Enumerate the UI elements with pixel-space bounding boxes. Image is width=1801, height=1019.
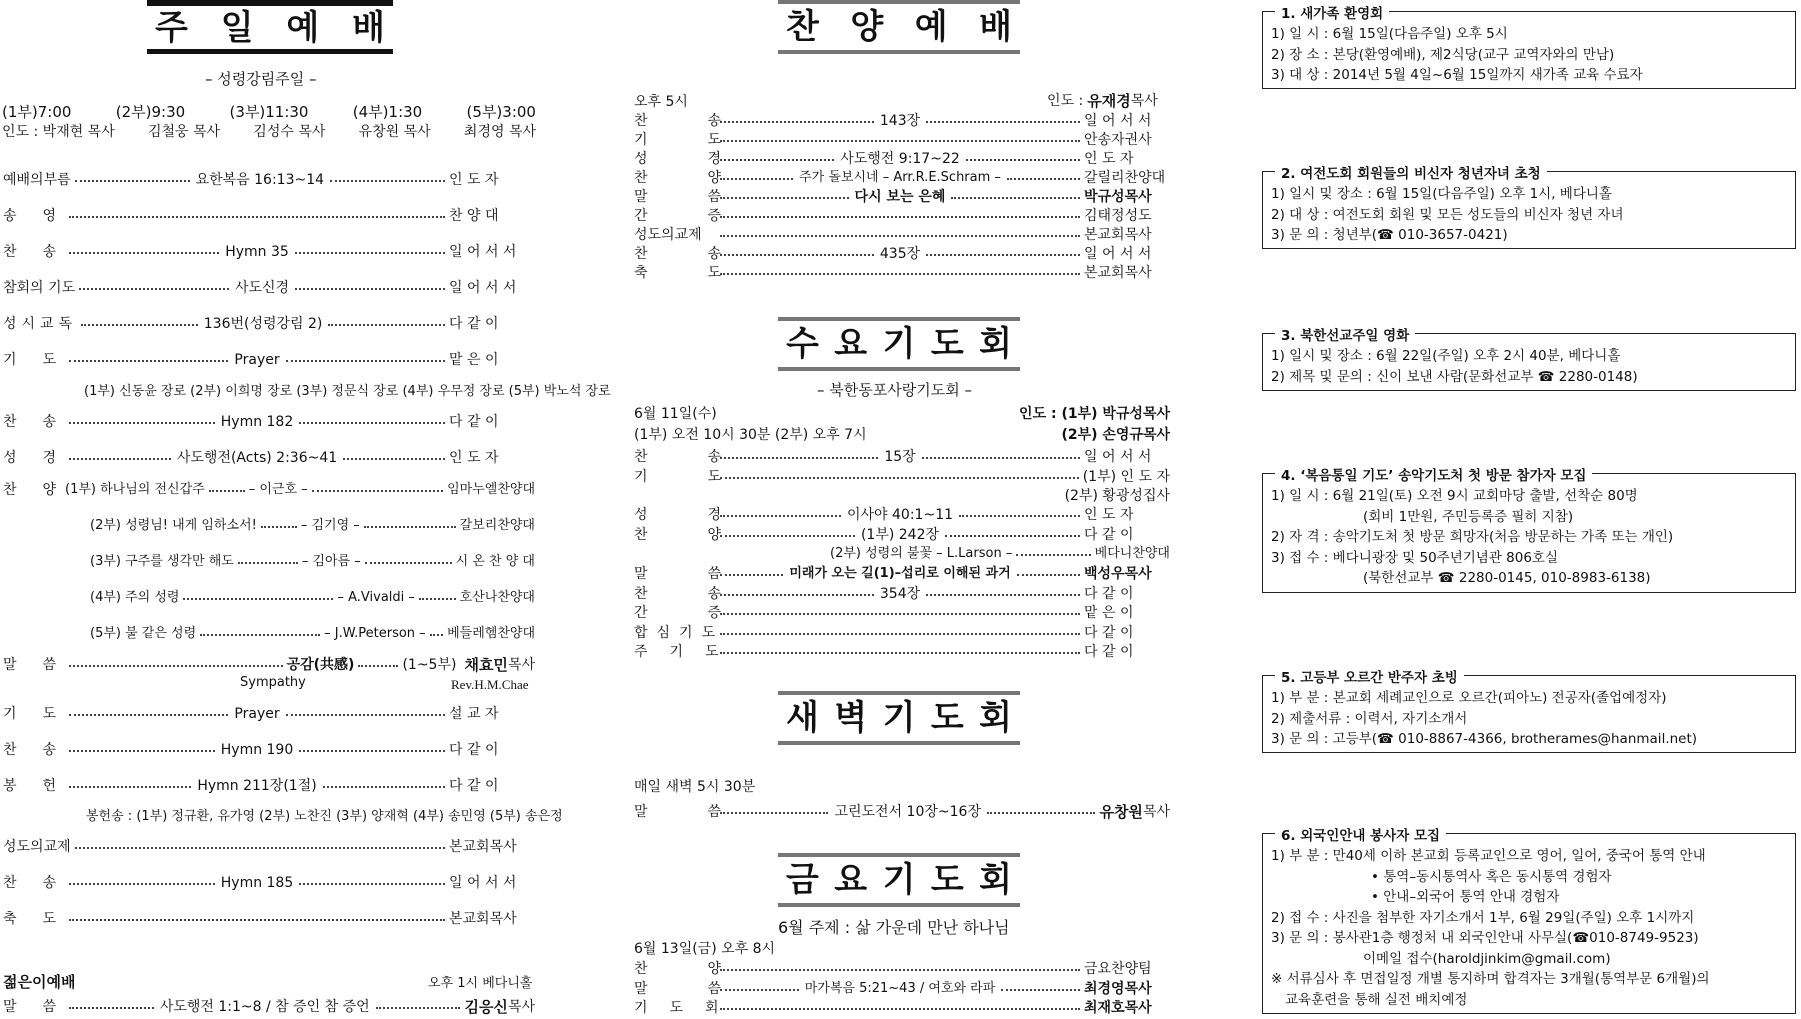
notice-title: 2. 여전도회 회원들의 비신자 청년자녀 초청 [1275, 162, 1547, 182]
praise-song: (1부) 하나님의 전신갑주 [65, 482, 205, 497]
title-char: 배 [979, 7, 1012, 47]
notice-line: ※ 서류심사 후 면접일정 개별 통지하며 합격자는 3개월(통역부문 6개월)의 [1271, 971, 1710, 987]
title-char: 기 [882, 324, 916, 364]
order-person: 박규성목사 [1084, 189, 1152, 205]
sermon-title-en: Sympathy [240, 675, 306, 690]
order-label: 합심기도 [634, 625, 725, 641]
order-label: 기도 [634, 469, 782, 485]
order-label: 축도 [3, 911, 83, 927]
order-label: 기도 [634, 132, 782, 148]
wednesday-leader-1: 인도 : (1부) 박규성목사 [1019, 406, 1170, 422]
order-row [3, 838, 535, 856]
order-content: Hymn 182 [220, 414, 294, 430]
order-label: 성시교독 [3, 316, 78, 332]
order-row [634, 565, 1170, 583]
title-char: 벽 [834, 698, 868, 738]
order-person: 맡 은 이 [449, 352, 499, 368]
order-row [634, 150, 1170, 168]
order-person: 일 어 서 서 [449, 244, 517, 260]
wednesday-leader-2: (2부) 손영규목사 [1061, 427, 1170, 443]
order-content: 마가복음 5:21~43 / 여호와 라파 [804, 981, 996, 996]
offering-singers: 봉헌송 : (1부) 정규환, 유가영 (2부) 노찬진 (3부) 양재혁 (4부) 송민영 (5부) 송은정 [86, 809, 563, 824]
order-person: 김태정성도 [1084, 208, 1152, 224]
notice-line: 2) 제목 및 문의 : 신이 보낸 사람(문화선교부 ☎ 2280-0148) [1271, 368, 1638, 385]
service-leader: 인도 : 박재현 목사 [2, 124, 115, 140]
order-row [634, 169, 1170, 187]
order-person: 인 도 자 [449, 172, 499, 188]
dawn-sermon-row [634, 803, 1170, 821]
order-row [3, 741, 535, 759]
praise-service-leader [1047, 92, 1158, 110]
praise-row [90, 589, 535, 607]
service-leader: 최경영 목사 [463, 124, 536, 140]
order-label: 찬양 [3, 482, 83, 498]
order-person: 본교회목사 [1084, 265, 1152, 281]
leader-suffix: 목사 [1130, 93, 1158, 109]
order-label: 기도 [3, 352, 83, 368]
sermon-title: 공감(共感) [286, 657, 355, 673]
order-row [634, 604, 1170, 622]
order-person: 다 같 이 [1084, 644, 1134, 660]
order-label: 성경 [3, 450, 83, 466]
order-person: 인 도 자 [1084, 507, 1134, 523]
title-char: 금 [786, 860, 819, 900]
order-label: 성도의교제 [3, 839, 71, 855]
order-row [634, 264, 1170, 282]
notice-line: • 통역–동시통역사 혹은 동시통역 경험자 [1371, 868, 1612, 885]
order-person: 다 같 이 [449, 778, 499, 794]
leader-label: 인도 : [1047, 93, 1084, 109]
order-label: 말씀 [3, 657, 83, 673]
order-content: 사도행전 1:1~8 / 참 증인 참 증언 [159, 999, 370, 1015]
title-char: 찬 [786, 7, 819, 47]
praise-choir: 호산나찬양대 [459, 590, 535, 605]
title-char: 예 [286, 7, 320, 48]
friday-date: 6월 13일(금) 오후 8시 [634, 941, 776, 957]
service-leader: 김성수 목사 [253, 124, 326, 140]
sermon-row [3, 656, 535, 674]
service-time: (2부)9:30 [115, 103, 186, 121]
order-label: 찬양 [634, 170, 782, 186]
order-label: 축도 [634, 265, 782, 281]
order-content: (1부) 242장 [860, 527, 940, 543]
notice-title: 4. ‘복음통일 기도’ 송악기도처 첫 방문 참가자 모집 [1275, 464, 1592, 484]
notice-line: 3) 문 의 : 봉사관1층 행정처 내 외국인안내 사무실(☎010-8749-9523) [1271, 930, 1699, 946]
dawn-preacher-suffix: 목사 [1142, 804, 1170, 820]
title-char: 요 [834, 324, 868, 364]
order-row [3, 777, 535, 795]
order-label: 성경 [634, 151, 782, 167]
notice-line: 이메일 접수(haroldjinkim@gmail.com) [1363, 950, 1611, 967]
notice-box [1262, 328, 1796, 391]
order-label: 성경 [634, 507, 782, 523]
service-leader: 유창원 목사 [358, 124, 431, 140]
friday-banner [778, 853, 1020, 907]
order-row [3, 207, 535, 225]
service-times [2, 101, 536, 122]
notice-box [1262, 468, 1796, 593]
order-row [634, 960, 1170, 978]
praise-song: (5부) 불 같은 성령 [90, 626, 197, 641]
order-label: 봉헌 [3, 778, 83, 794]
praise-song: (2부) 성령의 불꽃 – L.Larson – [830, 546, 1013, 561]
order-content: 143장 [879, 113, 921, 129]
order-person: 다 같 이 [1084, 527, 1134, 543]
order-label: 성도의교제 [634, 227, 702, 243]
order-person: 본교회목사 [1084, 227, 1152, 243]
wednesday-banner [778, 317, 1020, 371]
order-content: Hymn 35 [225, 244, 289, 260]
title-char: 기 [882, 860, 916, 900]
wednesday-date: 6월 11일(수) [634, 406, 717, 422]
order-row [3, 171, 535, 189]
order-person: 일 어 서 서 [1084, 449, 1152, 465]
dawn-banner [778, 691, 1020, 745]
order-person: 최경영목사 [1084, 981, 1152, 997]
service-time: (5부)3:00 [466, 103, 536, 121]
order-row [3, 413, 535, 431]
order-person: 다 같 이 [449, 742, 499, 758]
friday-theme: 6월 주제 : 삶 가운데 만난 하나님 [778, 918, 1010, 937]
notice-line: 3) 접 수 : 베다니광장 및 50주년기념관 806호실 [1271, 549, 1559, 566]
order-content: 15장 [884, 449, 916, 465]
praise-song: (3부) 구주를 생각만 해도 [90, 554, 234, 569]
order-content: 주가 돌보시네 – Arr.R.E.Schram – [799, 170, 1001, 185]
service-time: (1부)7:00 [2, 103, 72, 121]
order-content: Prayer [234, 352, 280, 368]
order-person: 다 같 이 [449, 414, 499, 430]
order-person: 찬 양 대 [449, 208, 499, 224]
order-person: 인 도 자 [1084, 151, 1134, 167]
notice-line: 3) 문 의 : 고등부(☎ 010-8867-4366, brotherames@hanmail.net) [1271, 731, 1698, 747]
title-char: 배 [352, 7, 385, 48]
sunday-title-banner [147, 0, 393, 54]
praise-service-time: 오후 5시 [634, 94, 688, 110]
notice-line: 2) 장 소 : 본당(환영예배), 제2식당(교구 교역자와의 만남) [1271, 46, 1615, 63]
order-label: 찬송 [3, 414, 83, 430]
order-content: 다시 보는 은혜 [854, 189, 946, 205]
praise-composer: – J.W.Peterson – [324, 626, 426, 641]
order-person: 다 같 이 [1084, 625, 1134, 641]
order-person: 맡 은 이 [1084, 605, 1134, 621]
wednesday-pray-2: (2부) 황광성집사 [1064, 488, 1170, 504]
praise-row [90, 625, 535, 643]
praise-song: (2부) 성령님! 내게 임하소서! [90, 518, 257, 533]
praise-row [3, 481, 535, 499]
order-row [3, 874, 535, 892]
notice-line: 1) 부 분 : 본교회 세례교인으로 오르간(피아노) 전공자(졸업예정자) [1271, 690, 1667, 706]
order-label: 찬송 [634, 449, 782, 465]
prayer-elders: (1부) 신동윤 장로 (2부) 이희명 장로 (3부) 정문식 장로 (4부) 우무정 장로 (5부) 박노석 장로 [84, 384, 611, 399]
order-row [634, 980, 1170, 998]
order-label: 말씀 [634, 981, 782, 997]
title-char: 양 [850, 7, 884, 47]
youth-preacher: 김응신 [464, 998, 508, 1016]
notice-line: 1) 일시 및 장소 : 6월 22일(주일) 오후 2시 40분, 베다니홀 [1271, 348, 1621, 364]
notice-line: 3) 대 상 : 2014년 5월 4일~6월 15일까지 새가족 교육 수료자 [1271, 67, 1643, 83]
order-row [634, 526, 1170, 544]
order-person: 일 어 서 서 [449, 875, 517, 891]
order-row [3, 910, 535, 928]
sermon-parts: (1~5부) [402, 657, 457, 673]
youth-time-place: 오후 1시 베다니홀 [428, 976, 533, 991]
order-label: 송영 [3, 208, 83, 224]
order-row [634, 585, 1170, 603]
order-person: 백성우목사 [1084, 566, 1152, 582]
notice-box [1262, 828, 1796, 1014]
title-char: 도 [930, 698, 964, 738]
service-leaders [2, 121, 536, 141]
dawn-time: 매일 새벽 5시 30분 [634, 779, 756, 795]
order-content: 미래가 오는 길(1)–섭리로 이해된 과거 [789, 566, 1011, 581]
praise-song: (4부) 주의 성령 [90, 590, 180, 605]
notice-line: 1) 일 시 : 6월 21일(토) 오전 9시 교회마당 출발, 선착순 80명 [1271, 488, 1638, 504]
title-char: 도 [930, 860, 964, 900]
order-label: 찬양 [634, 961, 782, 977]
praise-composer: – 김아름 – [301, 554, 361, 569]
notice-line: 2) 자 격 : 송악기도처 첫 방문 희망자(처음 방문하는 가족 또는 개인) [1271, 529, 1674, 545]
notice-line: 2) 접 수 : 사진을 첨부한 자기소개서 1부, 6월 29일(주일) 오후 1시까지 [1271, 909, 1695, 926]
order-person: 다 같 이 [1084, 586, 1134, 602]
youth-preacher-suffix: 목사 [507, 999, 535, 1015]
title-char: 수 [786, 324, 819, 364]
order-person: 갈릴리찬양대 [1084, 170, 1166, 186]
order-label: 찬송 [3, 742, 83, 758]
sermon-preacher-en: Rev.H.M.Chae [451, 677, 529, 692]
order-label: 말씀 [3, 999, 83, 1015]
order-row [634, 245, 1170, 263]
order-person: 금요찬양팀 [1084, 961, 1152, 977]
notice-line: 3) 문 의 : 청년부(☎ 010-3657-0421) [1271, 227, 1508, 243]
order-row [634, 999, 1170, 1017]
order-person: 본교회목사 [449, 839, 517, 855]
order-person: 일 어 서 서 [449, 280, 517, 296]
order-label: 기도회 [634, 1000, 741, 1016]
order-content: Prayer [234, 706, 280, 722]
notice-title: 3. 북한선교주일 영화 [1275, 324, 1415, 344]
wednesday-subtitle: – 북한동포사랑기도회 – [817, 381, 972, 399]
order-content: 이사야 40:1~11 [847, 507, 954, 523]
title-char: 회 [979, 698, 1012, 738]
order-label: 말씀 [634, 566, 782, 582]
notice-title: 5. 고등부 오르간 반주자 초빙 [1275, 666, 1464, 686]
dawn-preacher: 유창원 [1099, 803, 1143, 821]
order-label: 기도 [3, 706, 83, 722]
order-row [634, 226, 1170, 244]
praise-composer: – 김기영 – [300, 518, 360, 533]
order-content: 사도행전(Acts) 2:36~41 [176, 450, 338, 466]
order-row [634, 131, 1170, 149]
order-person: 일 어 서 서 [1084, 246, 1152, 262]
order-content: 고린도전서 10장~16장 [834, 804, 981, 820]
praise-choir: 시 온 찬 양 대 [455, 554, 535, 569]
notice-line: 2) 대 상 : 여전도회 회원 및 모든 성도들의 비신자 청년 자녀 [1271, 206, 1624, 223]
sermon-preacher-suffix: 목사 [507, 657, 535, 673]
praise-row [90, 553, 535, 571]
notice-box [1262, 670, 1796, 753]
notice-line: 1) 일 시 : 6월 15일(다음주일) 오후 5시 [1271, 26, 1508, 42]
praise-service-banner [778, 0, 1020, 54]
order-content: Hymn 190 [220, 742, 294, 758]
order-person: 설 교 자 [449, 706, 499, 722]
order-label: 찬송 [3, 244, 83, 260]
order-content: 136번(성령강림 2) [203, 316, 323, 332]
praise-row [90, 517, 535, 535]
order-row [3, 705, 535, 723]
order-row [3, 279, 535, 297]
order-label: 주기도 [634, 644, 741, 660]
order-content: 435장 [879, 246, 921, 262]
order-label: 찬송 [3, 875, 83, 891]
notice-line: (회비 1만원, 주민등록증 필히 지참) [1363, 508, 1574, 525]
notice-box [1262, 6, 1796, 89]
order-person: 최재호목사 [1084, 1000, 1152, 1016]
praise-composer: – A.Vivaldi – [337, 590, 415, 605]
order-label: 찬송 [634, 113, 782, 129]
wednesday-times: (1부) 오전 10시 30분 (2부) 오후 7시 [634, 427, 867, 443]
youth-title: 젊은이예배 [3, 973, 76, 991]
order-content: 요한복음 16:13~14 [195, 172, 325, 188]
notice-line: 2) 제출서류 : 이력서, 자기소개서 [1271, 710, 1468, 727]
order-person: 안송자권사 [1084, 132, 1152, 148]
order-row [634, 506, 1170, 524]
order-label: 말씀 [634, 189, 782, 205]
notice-line: • 안내–외국어 통역 안내 경험자 [1371, 889, 1560, 905]
sermon-preacher: 채효민 [464, 656, 508, 674]
order-person: 일 어 서 서 [1084, 113, 1152, 129]
praise-choir: 임마누엘찬양대 [447, 482, 535, 497]
sunday-subtitle: – 성령강림주일 – [205, 70, 317, 88]
title-char: 기 [882, 698, 916, 738]
service-time: (3부)11:30 [229, 103, 309, 121]
service-time: (4부)1:30 [352, 103, 423, 121]
order-label: 말씀 [634, 804, 782, 820]
praise-choir: 베다니찬양대 [1094, 546, 1170, 561]
leader-name: 유재경 [1087, 92, 1131, 110]
praise-composer: – 이근호 – [248, 482, 308, 497]
notice-line: 교육훈련을 통해 실전 배치예정 [1285, 991, 1468, 1008]
order-content: Hymn 211장(1절) [197, 778, 317, 794]
title-char: 일 [220, 7, 254, 48]
order-label: 찬송 [634, 586, 782, 602]
order-label: 찬송 [634, 246, 782, 262]
praise-choir: 갈보리찬양대 [459, 518, 535, 533]
order-label: 예배의부름 [3, 172, 71, 188]
order-row [634, 468, 1170, 486]
order-content: 사도신경 [234, 280, 290, 296]
order-content: 354장 [879, 586, 921, 602]
title-char: 새 [786, 698, 819, 738]
wednesday-praise-2 [830, 545, 1170, 563]
notice-line: 1) 일시 및 장소 : 6월 15일(다음주일) 오후 1시, 베다니홀 [1271, 186, 1612, 202]
title-char: 회 [979, 860, 1012, 900]
order-row [3, 243, 535, 261]
order-row [3, 351, 535, 369]
order-content: 사도행전 9:17~22 [840, 151, 960, 167]
notice-title: 6. 외국인안내 봉사자 모집 [1275, 824, 1446, 844]
title-char: 요 [834, 860, 868, 900]
service-leader: 김철웅 목사 [147, 124, 221, 140]
title-char: 예 [914, 7, 948, 47]
praise-choir: 베들레헴찬양대 [447, 626, 535, 641]
order-person: (1부) 인 도 자 [1082, 469, 1170, 485]
order-label: 간증 [634, 208, 782, 224]
youth-sermon-row [3, 998, 535, 1016]
order-row [634, 188, 1170, 206]
title-char: 회 [979, 324, 1012, 364]
order-label: 간증 [634, 605, 782, 621]
order-person: 인 도 자 [449, 450, 499, 466]
order-label: 찬양 [634, 527, 782, 543]
order-row [634, 207, 1170, 225]
order-row [634, 112, 1170, 130]
order-row [3, 315, 535, 333]
order-person: 다 같 이 [449, 316, 499, 332]
notice-title: 1. 새가족 환영회 [1275, 2, 1389, 22]
order-row [634, 624, 1170, 642]
notice-box [1262, 166, 1796, 249]
order-label: 참회의 기도 [3, 280, 76, 296]
title-char: 주 [155, 7, 188, 48]
order-content: Hymn 185 [220, 875, 294, 891]
order-row [634, 643, 1170, 661]
order-row [3, 449, 535, 467]
title-char: 도 [930, 324, 964, 364]
notice-line: (북한선교부 ☎ 2280-0145, 010-8983-6138) [1363, 570, 1651, 586]
notice-line: 1) 부 분 : 만40세 이하 본교회 등록교인으로 영어, 일어, 중국어 통역 안내 [1271, 848, 1706, 864]
order-person: 본교회목사 [449, 911, 517, 927]
order-row [634, 448, 1170, 466]
